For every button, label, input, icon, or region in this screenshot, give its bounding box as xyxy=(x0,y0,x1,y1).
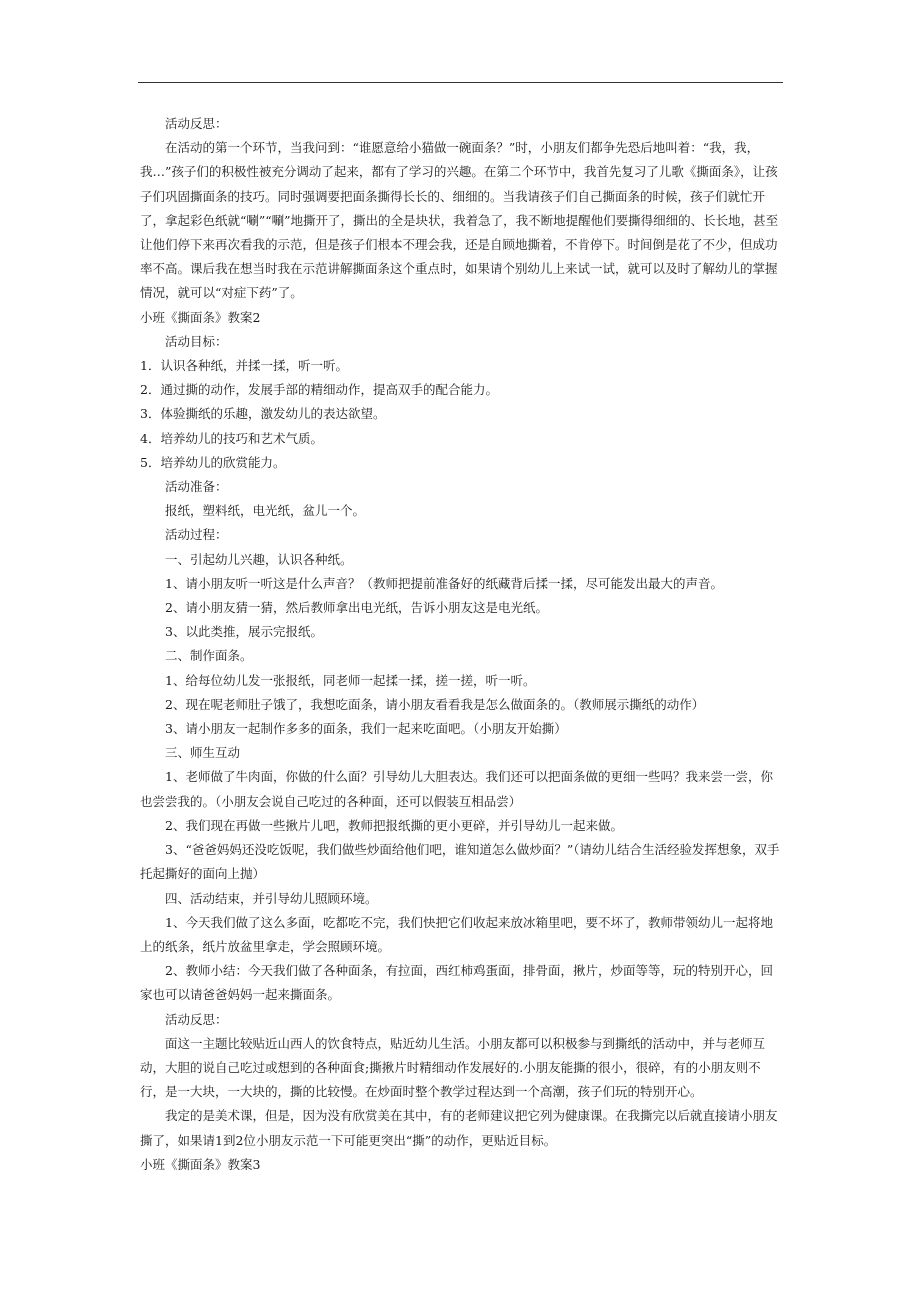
paragraph: 1、请小朋友听一听这是什么声音？（教师把提前准备好的纸藏背后揉一揉，尽可能发出最大的声音。 xyxy=(165,575,723,591)
paragraph: 2、我们现在再做一些揪片儿吧，教师把报纸撕的更小更碎，并引导幼儿一起来做。 xyxy=(165,817,623,833)
paragraph: 5．培养幼儿的欣赏能力。 xyxy=(140,454,286,470)
paragraph: 3．体验撕纸的乐趣，激发幼儿的表达欲望。 xyxy=(140,406,386,422)
paragraph: 2、请小朋友猜一猜，然后教师拿出电光纸，告诉小朋友这是电光纸。 xyxy=(165,600,548,616)
paragraph: 2、教师小结：今天我们做了各种面条，有拉面，西红柿鸡蛋面，排骨面，揪片，炒面等等，玩的特别开心，回家也可以请爸爸妈妈一起来撕面条。 xyxy=(140,963,773,1003)
paragraph: 1．认识各种纸，并揉一揉，听一听。 xyxy=(140,358,348,374)
section-heading: 小班《撕面条》教案3 xyxy=(140,1156,261,1172)
paragraph: 在活动的第一个环节，当我问到：“谁愿意给小猫做一碗面条？”时，小朋友们都争先恐后地叫着：“我，我，我…”孩子们的积极性被充分调动了起来，都有了学习的兴趣。在第二个环节中，我首先复习了儿歌《撕面条》，让孩子们巩固撕面条的技巧。同时强调要把面条撕得长长的、细细的。当我请孩子们自己撕面条的时候，孩子们就忙开了，拿起彩色纸就“唰”“唰”地撕开了，撕出的全是块状，我着急了，我不断地提醒他们要撕得细细的、长长地，甚至让他们停下来再次看我的示范，但是孩子们根本不理会我，还是自顾地撕着，不肯停下。时间倒是花了不少，但成功率不高。课后我在想当时我在示范讲解撕面条这个重点时，如果请个别幼儿上来试一试，就可以及时了解幼儿的掌握情况，就可以“对症下药”了。 xyxy=(140,140,779,301)
paragraph: 我定的是美术课，但是，因为没有欣赏美在其中，有的老师建议把它列为健康课。在我撕完以后就直接请小朋友撕了，如果请1到2位小朋友示范一下可能更突出“撕”的动作，更贴近目标。 xyxy=(140,1108,778,1148)
paragraph: 活动过程： xyxy=(165,527,228,543)
paragraph: 活动准备： xyxy=(165,479,228,495)
paragraph: 1、老师做了牛肉面，你做的什么面？引导幼儿大胆表达。我们还可以把面条做的更细一些吗？我来尝一尝，你也尝尝我的。（小朋友会说自己吃过的各种面，还可以假装互相品尝） xyxy=(140,769,773,809)
paragraph: 1、给每位幼儿发一张报纸，同老师一起揉一揉，搓一搓，听一听。 xyxy=(165,672,536,688)
section-heading: 小班《撕面条》教案2 xyxy=(140,309,261,325)
paragraph: 活动目标： xyxy=(165,333,228,349)
paragraph: 1、今天我们做了这么多面，吃都吃不完，我们快把它们收起来放冰箱里吧，要不坏了，教师带领幼儿一起将地上的纸条，纸片放盆里拿走，学会照顾环境。 xyxy=(140,914,773,954)
paragraph: 报纸，塑料纸，电光纸，盆儿一个。 xyxy=(165,503,366,519)
header-rule xyxy=(138,82,783,83)
paragraph: 四、活动结束，并引导幼儿照顾环境。 xyxy=(165,890,378,906)
paragraph: 3、以此类推，展示完报纸。 xyxy=(165,624,323,640)
document-body xyxy=(140,112,782,1177)
paragraph: 二、制作面条。 xyxy=(165,648,253,664)
paragraph: 3、请小朋友一起制作多多的面条，我们一起来吃面吧。（小朋友开始撕） xyxy=(165,721,567,737)
paragraph: 活动反思： xyxy=(165,116,228,131)
paragraph: 活动反思： xyxy=(165,1011,228,1027)
paragraph: 3、“爸爸妈妈还没吃饭呢，我们做些炒面给他们吧，谁知道怎么做炒面？”（请幼儿结合生活经验发挥想象，双手托起撕好的面向上抛） xyxy=(140,842,780,882)
paragraph: 4．培养幼儿的技巧和艺术气质。 xyxy=(140,430,323,446)
paragraph: 三、师生互动 xyxy=(165,745,241,761)
paragraph: 面这一主题比较贴近山西人的饮食特点，贴近幼儿生活。小朋友都可以积极参与到撕纸的活动中，并与老师互动，大胆的说自己吃过或想到的各种面食;撕揪片时精细动作发展好的.小朋友能撕的很小，很碎，有的小朋友则不行，是一大块，一大块的，撕的比较慢。在炒面时整个教学过程达到一个高潮，孩子们玩的特别开心。 xyxy=(140,1035,766,1100)
paragraph: 一、引起幼儿兴趣，认识各种纸。 xyxy=(165,551,353,567)
paragraph: 2、现在呢老师肚子饿了，我想吃面条，请小朋友看看我是怎么做面条的。（教师展示撕纸的动作） xyxy=(165,696,705,712)
paragraph: 2．通过撕的动作，发展手部的精细动作，提高双手的配合能力。 xyxy=(140,382,498,398)
